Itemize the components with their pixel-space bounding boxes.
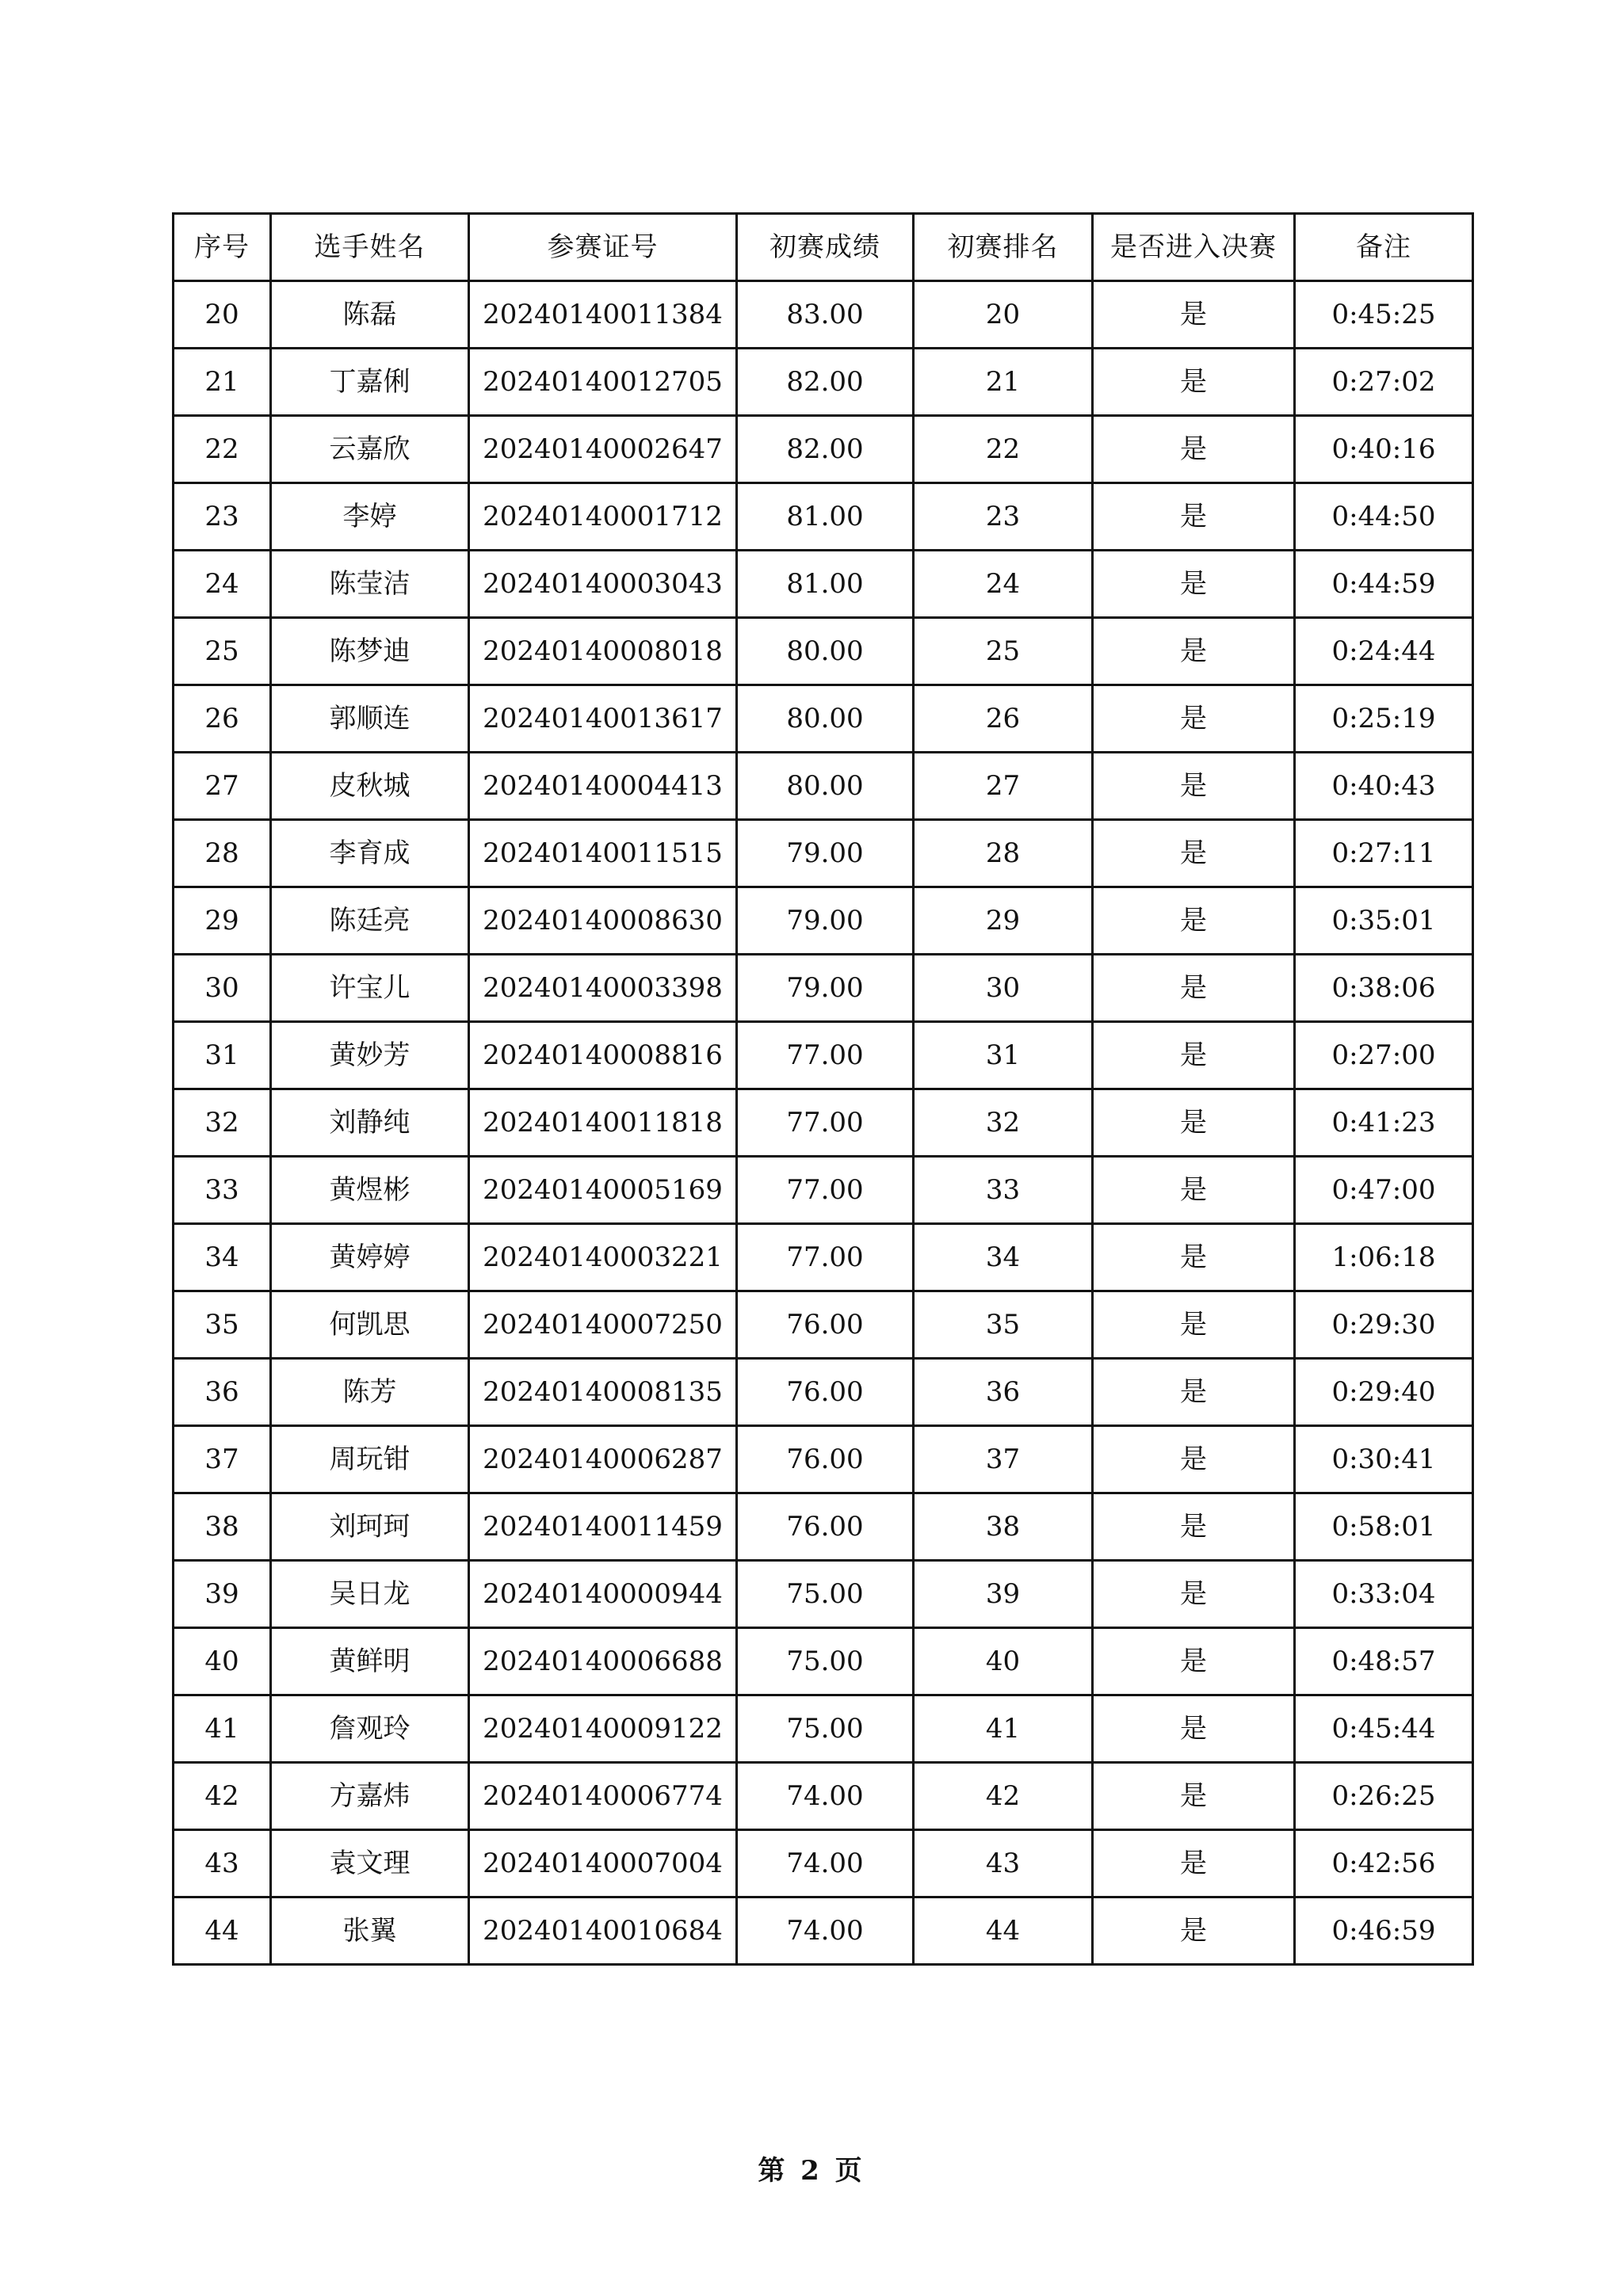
cell-contestant-name: 詹观玲 [271,1695,469,1763]
cell-preliminary-rank: 26 [914,685,1093,753]
cell-serial-number: 40 [174,1628,271,1695]
cell-entry-id: 20240140007004 [469,1830,737,1897]
cell-entry-id: 20240140009122 [469,1695,737,1763]
cell-remarks: 0:47:00 [1295,1157,1473,1224]
cell-serial-number: 28 [174,820,271,887]
cell-serial-number: 42 [174,1763,271,1830]
cell-serial-number: 39 [174,1561,271,1628]
cell-preliminary-score: 79.00 [737,887,914,955]
cell-preliminary-rank: 22 [914,416,1093,483]
cell-entry-id: 20240140008630 [469,887,737,955]
cell-remarks: 0:24:44 [1295,618,1473,685]
cell-preliminary-score: 79.00 [737,955,914,1022]
cell-serial-number: 43 [174,1830,271,1897]
table-row [174,1628,1473,1695]
cell-preliminary-score: 74.00 [737,1897,914,1965]
results-table [172,212,1474,1966]
cell-serial-number: 35 [174,1291,271,1359]
header-serial-number: 序号 [174,214,271,281]
cell-serial-number: 30 [174,955,271,1022]
cell-advance-to-final: 是 [1093,1830,1295,1897]
cell-preliminary-rank: 24 [914,551,1093,618]
cell-advance-to-final: 是 [1093,281,1295,349]
cell-entry-id: 20240140006774 [469,1763,737,1830]
cell-preliminary-rank: 33 [914,1157,1093,1224]
cell-entry-id: 20240140003398 [469,955,737,1022]
cell-contestant-name: 周玩钳 [271,1426,469,1493]
table-row [174,1561,1473,1628]
header-entry-id: 参赛证号 [469,214,737,281]
cell-remarks: 0:26:25 [1295,1763,1473,1830]
cell-serial-number: 33 [174,1157,271,1224]
cell-entry-id: 20240140011515 [469,820,737,887]
cell-remarks: 0:41:23 [1295,1089,1473,1157]
table-row [174,1291,1473,1359]
cell-preliminary-score: 83.00 [737,281,914,349]
cell-entry-id: 20240140004413 [469,753,737,820]
cell-serial-number: 38 [174,1493,271,1561]
cell-remarks: 0:33:04 [1295,1561,1473,1628]
header-preliminary-score: 初赛成绩 [737,214,914,281]
cell-preliminary-rank: 31 [914,1022,1093,1089]
cell-serial-number: 21 [174,349,271,416]
cell-preliminary-score: 77.00 [737,1022,914,1089]
cell-advance-to-final: 是 [1093,551,1295,618]
table-body [174,281,1473,1965]
cell-contestant-name: 黄鲜明 [271,1628,469,1695]
table-row [174,416,1473,483]
cell-serial-number: 24 [174,551,271,618]
table-row [174,1763,1473,1830]
cell-preliminary-rank: 25 [914,618,1093,685]
cell-preliminary-score: 82.00 [737,349,914,416]
cell-preliminary-score: 77.00 [737,1157,914,1224]
cell-advance-to-final: 是 [1093,820,1295,887]
cell-preliminary-score: 74.00 [737,1830,914,1897]
cell-remarks: 0:44:59 [1295,551,1473,618]
cell-preliminary-rank: 41 [914,1695,1093,1763]
cell-preliminary-score: 82.00 [737,416,914,483]
header-contestant-name: 选手姓名 [271,214,469,281]
cell-contestant-name: 陈磊 [271,281,469,349]
cell-advance-to-final: 是 [1093,1359,1295,1426]
cell-remarks: 0:45:25 [1295,281,1473,349]
cell-preliminary-score: 77.00 [737,1089,914,1157]
cell-entry-id: 20240140005169 [469,1157,737,1224]
cell-remarks: 0:40:43 [1295,753,1473,820]
cell-contestant-name: 黄婷婷 [271,1224,469,1291]
cell-contestant-name: 黄煜彬 [271,1157,469,1224]
cell-preliminary-rank: 30 [914,955,1093,1022]
header-advance-to-final: 是否进入决赛 [1093,214,1295,281]
page-number: 第 2 页 [758,2155,865,2187]
cell-preliminary-score: 74.00 [737,1763,914,1830]
cell-serial-number: 23 [174,483,271,551]
table-row [174,281,1473,349]
cell-contestant-name: 方嘉炜 [271,1763,469,1830]
table-row [174,483,1473,551]
cell-preliminary-score: 81.00 [737,483,914,551]
cell-entry-id: 20240140006287 [469,1426,737,1493]
cell-entry-id: 20240140002647 [469,416,737,483]
cell-contestant-name: 陈梦迪 [271,618,469,685]
table-row [174,1359,1473,1426]
cell-preliminary-rank: 43 [914,1830,1093,1897]
cell-remarks: 0:35:01 [1295,887,1473,955]
cell-entry-id: 20240140000944 [469,1561,737,1628]
cell-serial-number: 44 [174,1897,271,1965]
table-row [174,551,1473,618]
cell-remarks: 1:06:18 [1295,1224,1473,1291]
cell-contestant-name: 袁文理 [271,1830,469,1897]
cell-remarks: 0:40:16 [1295,416,1473,483]
header-remarks: 备注 [1295,214,1473,281]
cell-advance-to-final: 是 [1093,685,1295,753]
cell-advance-to-final: 是 [1093,1022,1295,1089]
cell-serial-number: 36 [174,1359,271,1426]
cell-contestant-name: 郭顺连 [271,685,469,753]
cell-preliminary-rank: 27 [914,753,1093,820]
cell-advance-to-final: 是 [1093,1089,1295,1157]
cell-entry-id: 20240140011459 [469,1493,737,1561]
cell-advance-to-final: 是 [1093,1157,1295,1224]
cell-preliminary-rank: 21 [914,349,1093,416]
cell-serial-number: 29 [174,887,271,955]
table-row [174,1157,1473,1224]
table-row [174,685,1473,753]
cell-serial-number: 27 [174,753,271,820]
cell-preliminary-rank: 37 [914,1426,1093,1493]
cell-entry-id: 20240140003221 [469,1224,737,1291]
table-row [174,753,1473,820]
cell-remarks: 0:38:06 [1295,955,1473,1022]
cell-remarks: 0:25:19 [1295,685,1473,753]
cell-remarks: 0:42:56 [1295,1830,1473,1897]
cell-advance-to-final: 是 [1093,1628,1295,1695]
cell-preliminary-rank: 42 [914,1763,1093,1830]
cell-preliminary-score: 76.00 [737,1291,914,1359]
cell-preliminary-score: 75.00 [737,1695,914,1763]
table-header-row [174,214,1473,281]
table-row [174,1022,1473,1089]
cell-contestant-name: 吴日龙 [271,1561,469,1628]
cell-advance-to-final: 是 [1093,1493,1295,1561]
cell-contestant-name: 陈莹洁 [271,551,469,618]
cell-preliminary-rank: 20 [914,281,1093,349]
cell-preliminary-score: 80.00 [737,685,914,753]
cell-contestant-name: 云嘉欣 [271,416,469,483]
cell-advance-to-final: 是 [1093,1291,1295,1359]
cell-remarks: 0:30:41 [1295,1426,1473,1493]
table-row [174,349,1473,416]
cell-contestant-name: 刘静纯 [271,1089,469,1157]
results-table-container [172,212,1472,1966]
cell-contestant-name: 皮秋城 [271,753,469,820]
cell-entry-id: 20240140008816 [469,1022,737,1089]
cell-serial-number: 37 [174,1426,271,1493]
cell-entry-id: 20240140001712 [469,483,737,551]
cell-preliminary-rank: 39 [914,1561,1093,1628]
cell-advance-to-final: 是 [1093,416,1295,483]
table-row [174,1426,1473,1493]
cell-advance-to-final: 是 [1093,349,1295,416]
cell-entry-id: 20240140013617 [469,685,737,753]
cell-serial-number: 20 [174,281,271,349]
cell-advance-to-final: 是 [1093,955,1295,1022]
cell-contestant-name: 李育成 [271,820,469,887]
cell-remarks: 0:29:40 [1295,1359,1473,1426]
table-row [174,820,1473,887]
cell-preliminary-score: 79.00 [737,820,914,887]
table-row [174,1695,1473,1763]
table-row [174,1897,1473,1965]
table-row [174,1493,1473,1561]
cell-preliminary-score: 76.00 [737,1426,914,1493]
cell-remarks: 0:46:59 [1295,1897,1473,1965]
cell-remarks: 0:58:01 [1295,1493,1473,1561]
cell-advance-to-final: 是 [1093,887,1295,955]
cell-preliminary-rank: 23 [914,483,1093,551]
cell-advance-to-final: 是 [1093,753,1295,820]
cell-contestant-name: 何凯思 [271,1291,469,1359]
cell-preliminary-rank: 36 [914,1359,1093,1426]
cell-advance-to-final: 是 [1093,1426,1295,1493]
cell-preliminary-rank: 40 [914,1628,1093,1695]
cell-advance-to-final: 是 [1093,483,1295,551]
cell-contestant-name: 陈芳 [271,1359,469,1426]
cell-preliminary-rank: 29 [914,887,1093,955]
cell-advance-to-final: 是 [1093,1897,1295,1965]
cell-remarks: 0:29:30 [1295,1291,1473,1359]
cell-entry-id: 20240140011384 [469,281,737,349]
cell-preliminary-score: 80.00 [737,753,914,820]
cell-remarks: 0:44:50 [1295,483,1473,551]
cell-preliminary-rank: 35 [914,1291,1093,1359]
cell-contestant-name: 陈廷亮 [271,887,469,955]
cell-contestant-name: 张翼 [271,1897,469,1965]
table-row [174,1830,1473,1897]
cell-preliminary-score: 77.00 [737,1224,914,1291]
cell-preliminary-rank: 44 [914,1897,1093,1965]
cell-serial-number: 25 [174,618,271,685]
cell-advance-to-final: 是 [1093,1763,1295,1830]
cell-advance-to-final: 是 [1093,1561,1295,1628]
cell-entry-id: 20240140006688 [469,1628,737,1695]
cell-preliminary-rank: 38 [914,1493,1093,1561]
cell-advance-to-final: 是 [1093,1224,1295,1291]
table-row [174,887,1473,955]
cell-entry-id: 20240140012705 [469,349,737,416]
cell-contestant-name: 丁嘉俐 [271,349,469,416]
cell-serial-number: 32 [174,1089,271,1157]
cell-entry-id: 20240140008018 [469,618,737,685]
cell-remarks: 0:45:44 [1295,1695,1473,1763]
cell-entry-id: 20240140010684 [469,1897,737,1965]
cell-serial-number: 26 [174,685,271,753]
cell-entry-id: 20240140011818 [469,1089,737,1157]
cell-contestant-name: 黄妙芳 [271,1022,469,1089]
cell-entry-id: 20240140007250 [469,1291,737,1359]
table-row [174,1089,1473,1157]
cell-preliminary-rank: 34 [914,1224,1093,1291]
cell-serial-number: 41 [174,1695,271,1763]
cell-contestant-name: 许宝儿 [271,955,469,1022]
cell-preliminary-score: 75.00 [737,1628,914,1695]
cell-remarks: 0:27:00 [1295,1022,1473,1089]
cell-remarks: 0:27:11 [1295,820,1473,887]
cell-contestant-name: 李婷 [271,483,469,551]
cell-serial-number: 22 [174,416,271,483]
cell-advance-to-final: 是 [1093,1695,1295,1763]
cell-serial-number: 34 [174,1224,271,1291]
cell-remarks: 0:48:57 [1295,1628,1473,1695]
table-row [174,955,1473,1022]
cell-preliminary-score: 80.00 [737,618,914,685]
cell-advance-to-final: 是 [1093,618,1295,685]
cell-preliminary-rank: 32 [914,1089,1093,1157]
cell-preliminary-score: 76.00 [737,1493,914,1561]
table-row [174,1224,1473,1291]
table-row [174,618,1473,685]
cell-entry-id: 20240140008135 [469,1359,737,1426]
cell-contestant-name: 刘珂珂 [271,1493,469,1561]
cell-remarks: 0:27:02 [1295,349,1473,416]
cell-preliminary-score: 76.00 [737,1359,914,1426]
cell-preliminary-score: 81.00 [737,551,914,618]
cell-preliminary-score: 75.00 [737,1561,914,1628]
header-preliminary-rank: 初赛排名 [914,214,1093,281]
cell-preliminary-rank: 28 [914,820,1093,887]
cell-serial-number: 31 [174,1022,271,1089]
cell-entry-id: 20240140003043 [469,551,737,618]
